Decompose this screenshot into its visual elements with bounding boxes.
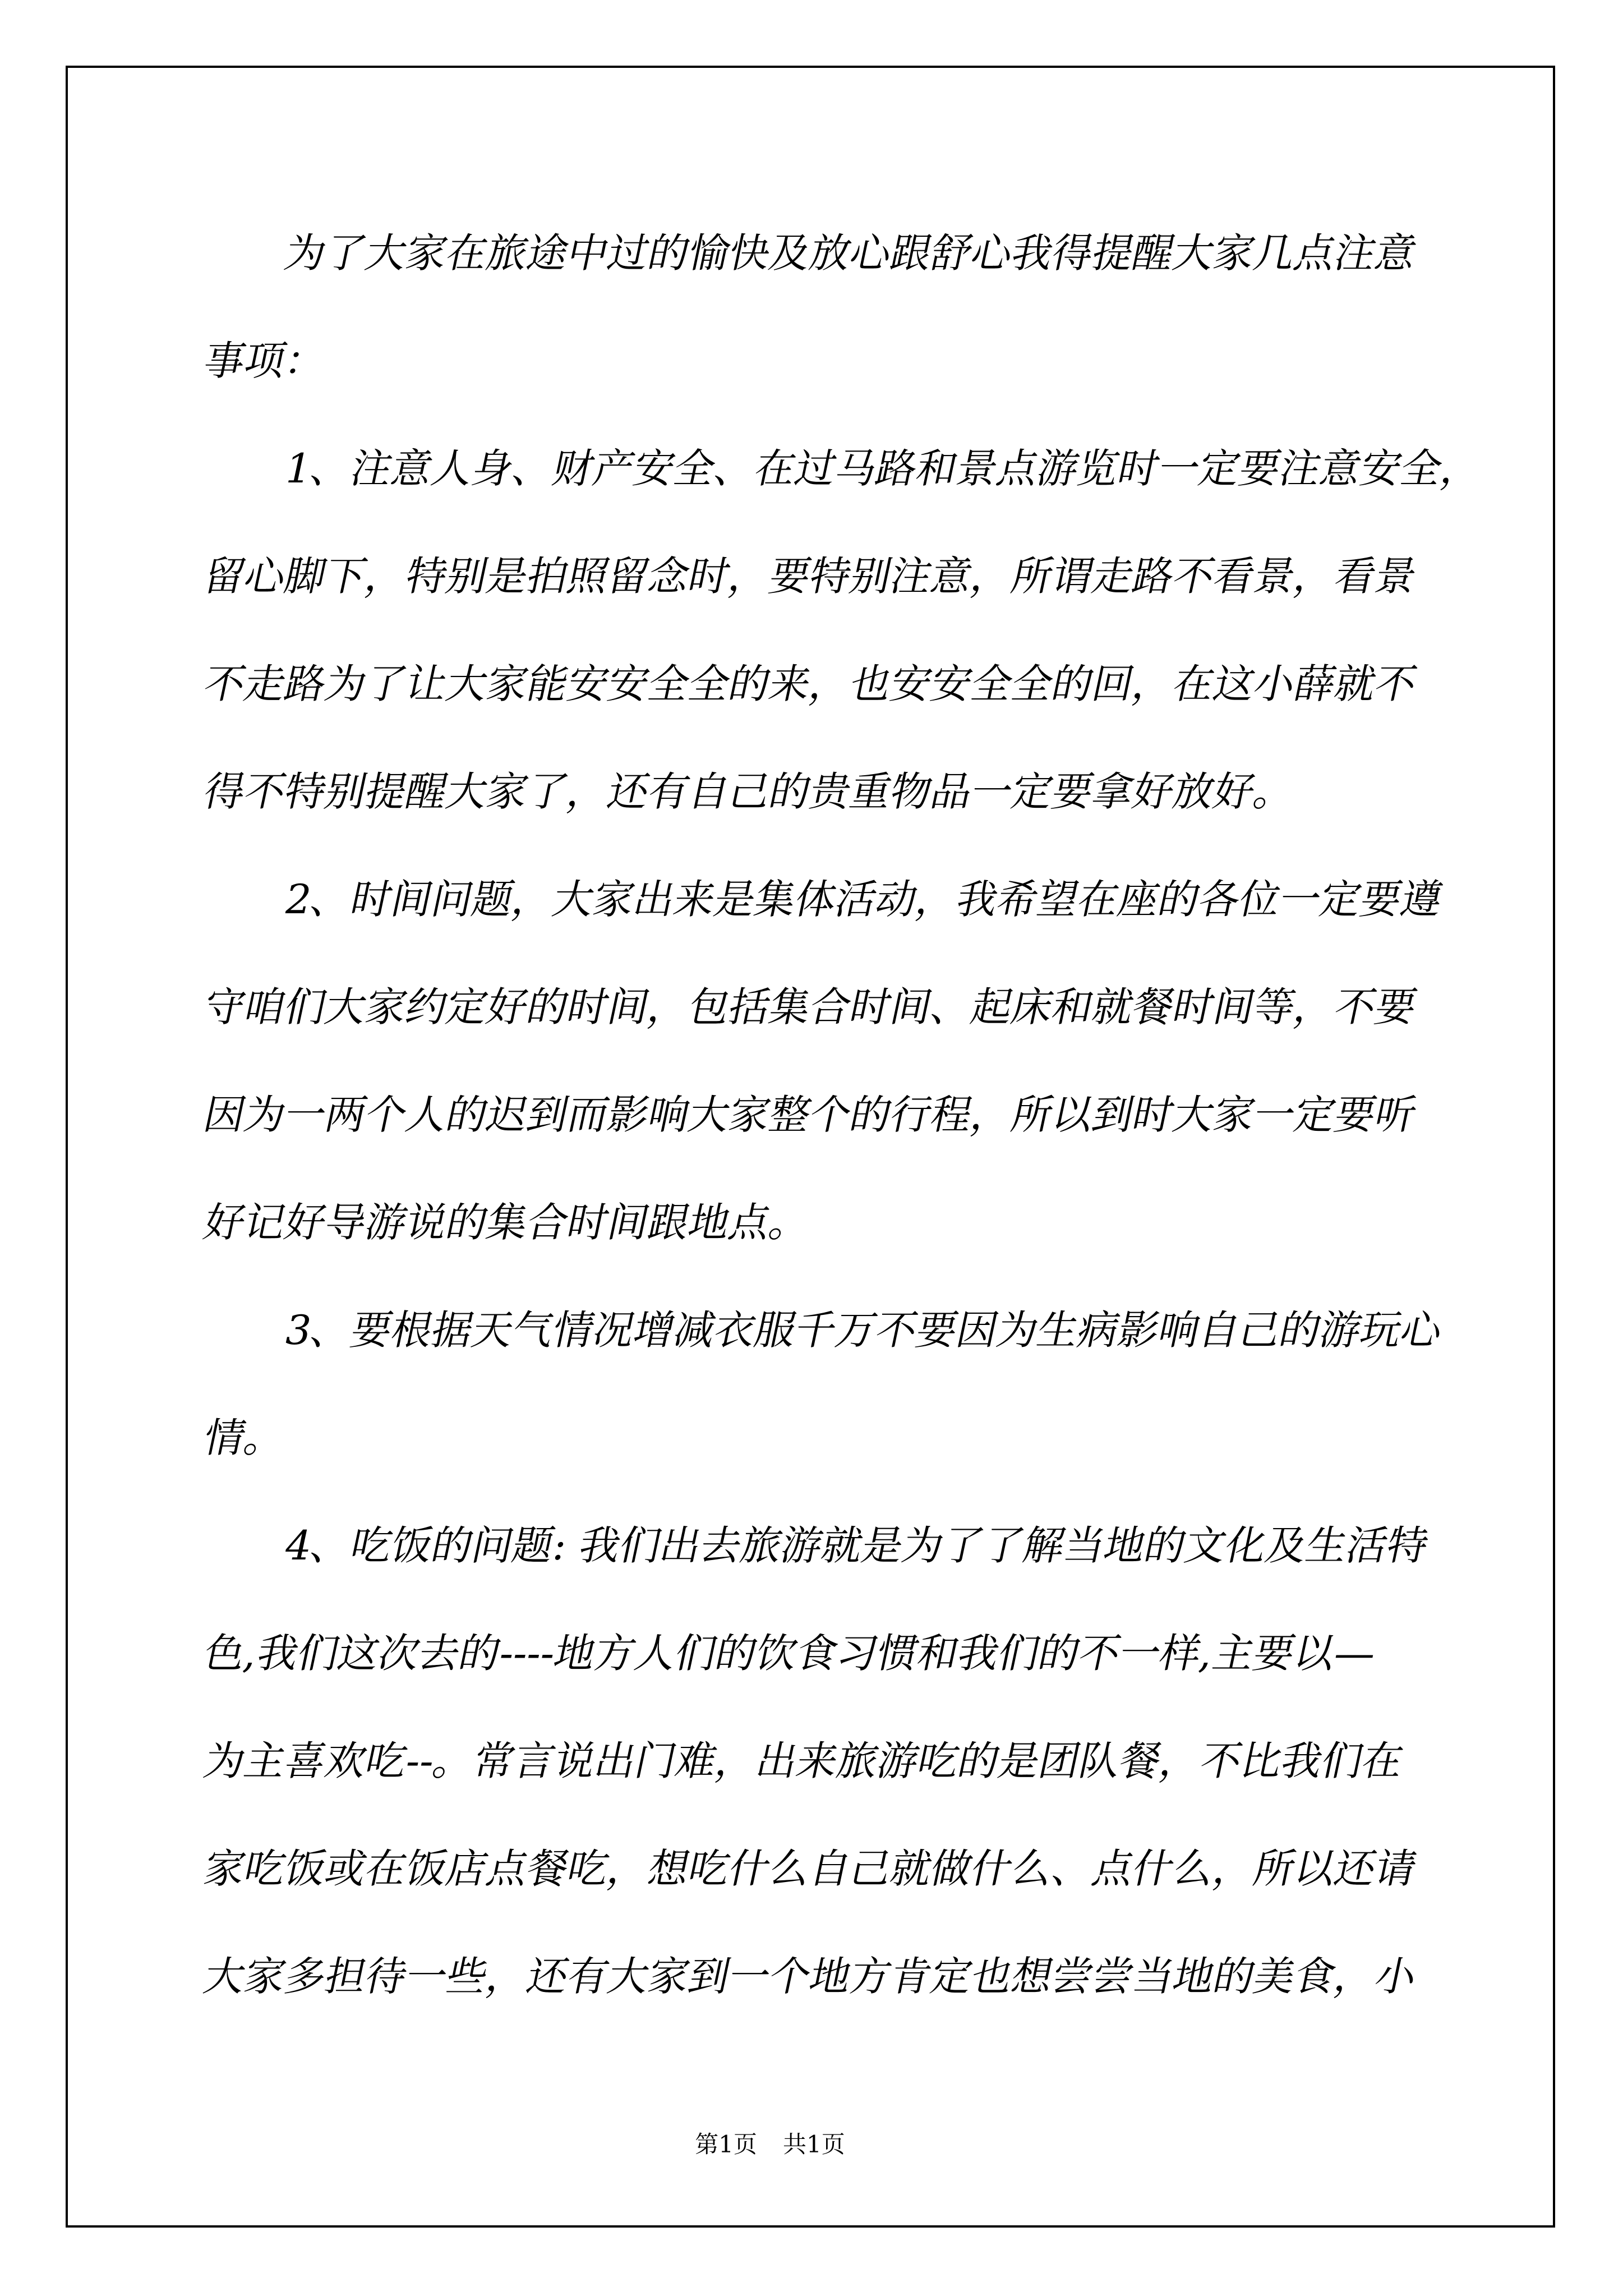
text-line: 留心脚下，特别是拍照留念时，要特别注意，所谓走路不看景，看景	[200, 553, 1422, 600]
text-line: 1、注意人身、财产安全、在过马路和景点游览时一定要注意安全，	[280, 445, 1487, 492]
text-line: 不走路为了让大家能安安全全的来，也安安全全的回，在这小薛就不	[200, 660, 1422, 707]
footer-page-total: 共1页	[783, 2131, 845, 2158]
page-footer	[695, 2132, 845, 2157]
text-line: 4、吃饭的问题: 我们出去旅游就是为了了解当地的文化及生活特	[280, 1522, 1433, 1569]
text-line: 因为一两个人的迟到而影响大家整个的行程，所以到时大家一定要听	[200, 1091, 1422, 1138]
text-line: 为主喜欢吃--。常言说出门难，出来旅游吃的是团队餐，不比我们在	[200, 1737, 1408, 1784]
text-line: 事项：	[200, 337, 331, 384]
text-line: 守咱们大家约定好的时间，包括集合时间、起床和就餐时间等，不要	[200, 983, 1422, 1030]
text-line: 2、时间问题，大家出来是集体活动，我希望在座的各位一定要遵	[280, 876, 1447, 923]
text-line: 3、要根据天气情况增减衣服千万不要因为生病影响自己的游玩心	[280, 1306, 1447, 1354]
text-line: 家吃饭或在饭店点餐吃，想吃什么自己就做什么、点什么，所以还请	[200, 1845, 1422, 1892]
text-line: 大家多担待一些，还有大家到一个地方肯定也想尝尝当地的美食，小	[200, 1953, 1422, 2000]
text-line: 得不特别提醒大家了，还有自己的贵重物品一定要拿好放好。	[200, 768, 1301, 815]
footer-page-number: 第1页	[695, 2131, 757, 2158]
text-line: 情。	[200, 1414, 291, 1461]
text-line: 好记好导游说的集合时间跟地点。	[200, 1199, 816, 1246]
text-line: 色,我们这次去的----地方人们的饮食习惯和我们的不一样,主要以—	[200, 1630, 1381, 1677]
text-line: 为了大家在旅途中过的愉快及放心跟舒心我得提醒大家几点注意	[280, 229, 1422, 277]
